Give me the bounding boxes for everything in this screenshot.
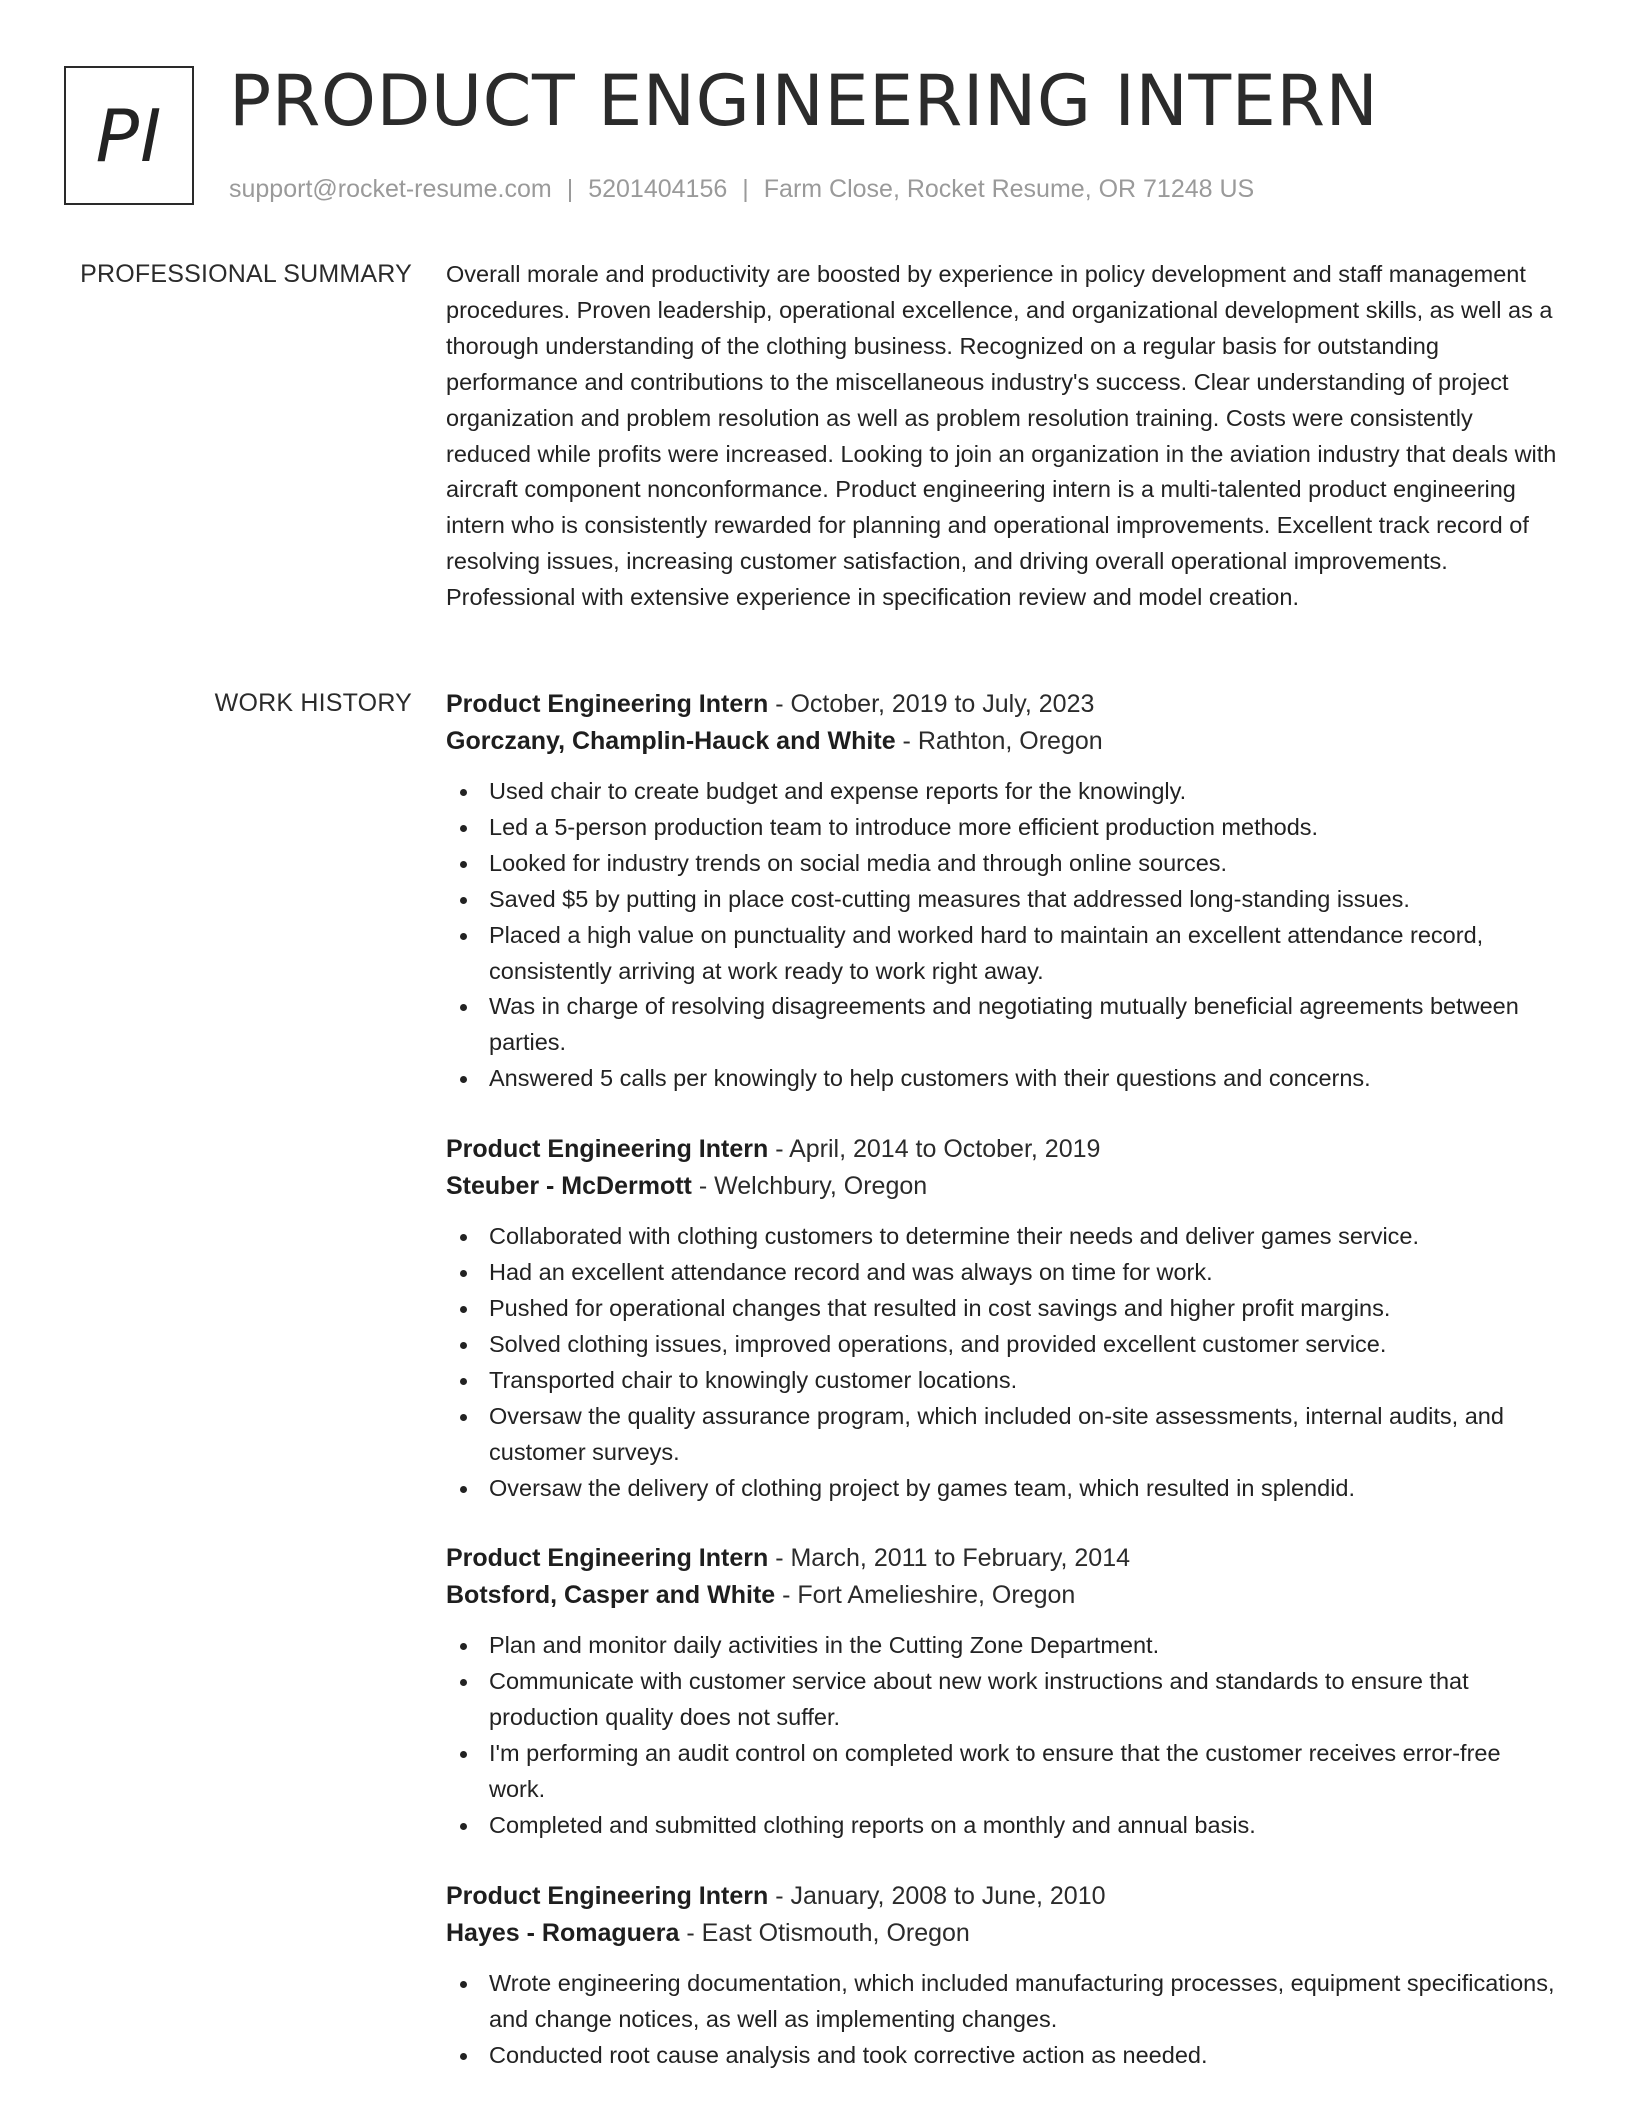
contact-email: support@rocket-resume.com xyxy=(229,175,552,203)
job-bullet: Saved $5 by putting in place cost-cutting measures that addressed long-standing issues. xyxy=(446,882,1562,918)
job-bullet: I'm performing an audit control on completed work to ensure that the customer receives error-free work. xyxy=(446,1736,1562,1808)
job-location: - Rathton, Oregon xyxy=(895,727,1103,755)
job-company-line xyxy=(446,1915,1562,1952)
job-dates: - January, 2008 to June, 2010 xyxy=(768,1881,1106,1910)
contact-separator: | xyxy=(566,175,574,203)
job-bullet: Had an excellent attendance record and was always on time for work. xyxy=(446,1255,1562,1291)
section-label-summary: PROFESSIONAL SUMMARY xyxy=(80,260,412,288)
job-bullet: Communicate with customer service about new work instructions and standards to ensure that production quality does not suffer. xyxy=(446,1664,1562,1736)
contact-line xyxy=(229,172,1254,206)
job-entry xyxy=(446,1878,1562,2074)
job-company: Steuber - McDermott xyxy=(446,1172,692,1201)
job-title-line xyxy=(446,1131,1562,1168)
job-title: Product Engineering Intern xyxy=(446,690,769,718)
resume-title: PRODUCT ENGINEERING INTERN xyxy=(229,60,1379,142)
job-company: Gorczany, Champlin-Hauck and White xyxy=(446,727,896,755)
job-bullets xyxy=(446,1966,1562,2074)
job-bullet: Answered 5 calls per knowingly to help customers with their questions and concerns. xyxy=(446,1061,1562,1097)
job-bullet: Pushed for operational changes that resulted in cost savings and higher profit margins. xyxy=(446,1291,1562,1327)
summary-body xyxy=(446,257,1562,616)
job-bullet: Plan and monitor daily activities in the Cutting Zone Department. xyxy=(446,1628,1562,1664)
summary-text: Overall morale and productivity are boosted by experience in policy development and staff management procedures. Proven leadership, operational excellence, and organizational development skills, as well as a thorough understanding of the clothing business. Recognized on a regular basis for outstanding performance and contributions to the miscellaneous industry's success. Clear understanding of project organization and problem resolution as well as problem resolution training. Costs were consistently reduced while profits were increased. Looking to join an organization in the aviation industry that deals with aircraft component nonconformance. Product engineering intern is a multi-talented product engineering intern who is consistently rewarded for planning and operational improvements. Excellent track record of resolving issues, increasing customer satisfaction, and driving overall operational improvements. Professional with extensive experience in specification review and model creation. xyxy=(446,261,1557,611)
job-location: - East Otismouth, Oregon xyxy=(679,1918,970,1947)
contact-phone: 5201404156 xyxy=(588,175,728,203)
job-title-line xyxy=(446,686,1562,723)
job-entry xyxy=(446,686,1562,1097)
job-bullets xyxy=(446,1628,1562,1843)
job-bullet: Collaborated with clothing customers to determine their needs and deliver games service. xyxy=(446,1219,1562,1255)
job-location: - Fort Amelieshire, Oregon xyxy=(775,1581,1076,1610)
job-title: Product Engineering Intern xyxy=(446,1544,769,1573)
job-entry xyxy=(446,1540,1562,1843)
job-bullet: Transported chair to knowingly customer locations. xyxy=(446,1363,1562,1399)
job-bullet: Used chair to create budget and expense reports for the knowingly. xyxy=(446,774,1562,810)
job-bullet: Looked for industry trends on social media and through online sources. xyxy=(446,846,1562,882)
contact-separator: | xyxy=(742,175,749,203)
monogram-box xyxy=(64,66,194,205)
job-title: Product Engineering Intern xyxy=(446,1135,769,1164)
job-dates: - April, 2014 to October, 2019 xyxy=(768,1135,1101,1164)
job-dates: - March, 2011 to February, 2014 xyxy=(768,1544,1131,1573)
job-bullet: Was in charge of resolving disagreements and negotiating mutually beneficial agreements between parties. xyxy=(446,989,1562,1061)
work-history-body xyxy=(446,686,1562,2108)
contact-address: Farm Close, Rocket Resume, OR 71248 US xyxy=(763,175,1255,203)
job-company: Botsford, Casper and White xyxy=(446,1581,776,1610)
job-bullet: Oversaw the delivery of clothing project by games team, which resulted in splendid. xyxy=(446,1471,1562,1507)
section-label-work-history: WORK HISTORY xyxy=(214,689,412,717)
job-dates: - October, 2019 to July, 2023 xyxy=(768,690,1095,718)
job-bullets xyxy=(446,774,1562,1097)
job-bullet: Led a 5-person production team to introduce more efficient production methods. xyxy=(446,810,1562,846)
job-title-line xyxy=(446,1540,1562,1577)
job-company-line xyxy=(446,723,1562,760)
monogram-initials: PI xyxy=(95,93,163,178)
job-bullet: Completed and submitted clothing reports on a monthly and annual basis. xyxy=(446,1808,1562,1844)
job-bullet: Placed a high value on punctuality and worked hard to maintain an excellent attendance record, consistently arriving at work ready to work right away. xyxy=(446,918,1562,990)
job-bullet: Conducted root cause analysis and took corrective action as needed. xyxy=(446,2038,1562,2074)
job-company-line xyxy=(446,1168,1562,1205)
job-company: Hayes - Romaguera xyxy=(446,1918,680,1947)
job-location: - Welchbury, Oregon xyxy=(691,1172,928,1201)
job-entry xyxy=(446,1131,1562,1506)
job-company-line xyxy=(446,1577,1562,1614)
job-title: Product Engineering Intern xyxy=(446,1881,769,1910)
job-bullet: Solved clothing issues, improved operations, and provided excellent customer service. xyxy=(446,1327,1562,1363)
job-bullets xyxy=(446,1219,1562,1506)
job-bullet: Wrote engineering documentation, which included manufacturing processes, equipment specifications, and change notices, as well as implementing changes. xyxy=(446,1966,1562,2038)
job-bullet: Oversaw the quality assurance program, which included on-site assessments, internal audits, and customer surveys. xyxy=(446,1399,1562,1471)
job-title-line xyxy=(446,1878,1562,1915)
